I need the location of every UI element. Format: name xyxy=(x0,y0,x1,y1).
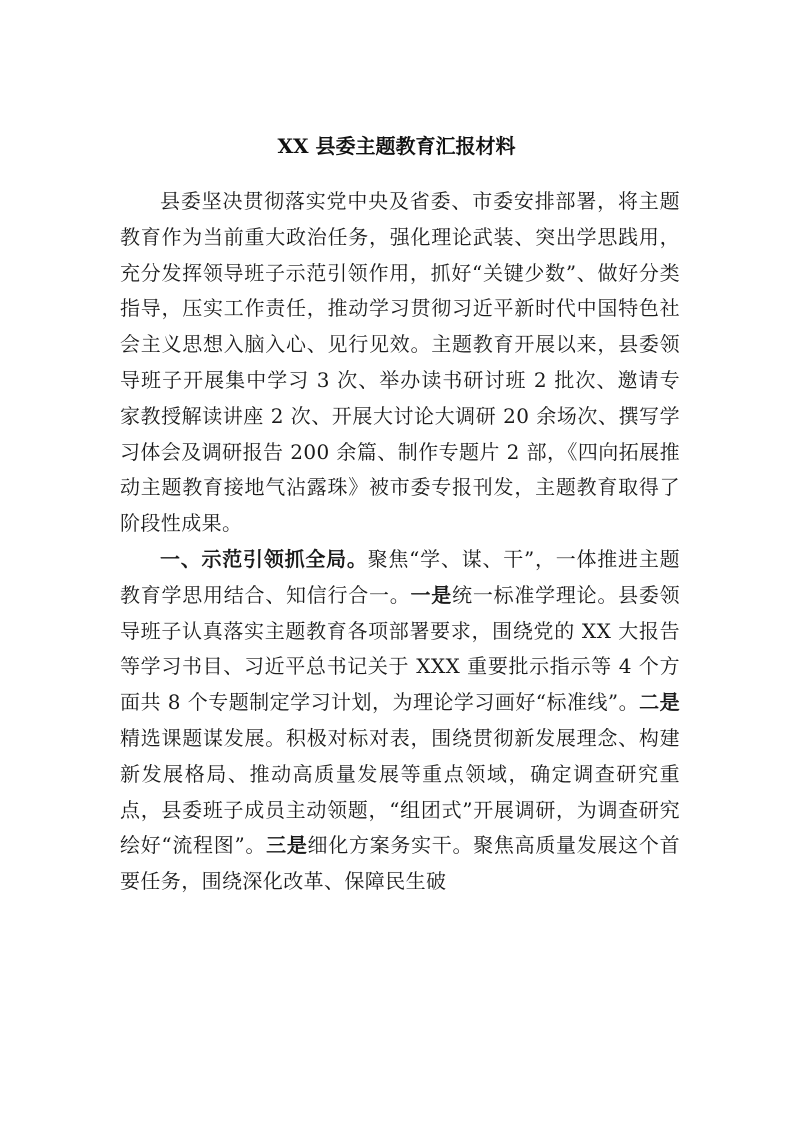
section-1-paragraph xyxy=(120,542,680,900)
point-3-label: 三是 xyxy=(266,833,308,858)
point-2-label: 二是 xyxy=(639,690,680,715)
point-2-text: 精选课题谋发展。积极对标对表，围绕贯彻新发展理念、构建新发展格局、推动高质量发展等重点领域，确定调查研究重点，县委班子成员主动领题，“组团式”开展调研，为调查研究绘好“流程图”。 xyxy=(120,725,680,858)
point-3-text: 细化方案务实干。聚焦高质量发展这个首要任务，围绕深化改革、保障民生破 xyxy=(120,833,680,894)
point-1-text: 统一标准学理论。县委领导班子认真落实主题教育各项部署要求，围绕党的 XX 大报告等学习书目、习近平总书记关于 XXX 重要批示指示等 4 个方面共 8 个专题制定学习计划，为理论学习画好“标准线”。 xyxy=(120,582,680,715)
point-1-label: 一是 xyxy=(410,582,453,607)
section-1-lead: 聚焦“学、谋、干”，一体推进主题教育学思用结合、知信行合一。 xyxy=(120,546,680,607)
document-body xyxy=(120,184,680,900)
section-1-heading: 一、示范引领抓全局。 xyxy=(160,546,368,571)
document-title: XX 县委主题教育汇报材料 xyxy=(277,134,516,158)
intro-paragraph: 县委坚决贯彻落实党中央及省委、市委安排部署，将主题教育作为当前重大政治任务，强化理论武装、突出学思践用，充分发挥领导班子示范引领作用，抓好“关键少数”、做好分类指导，压实工作责任，推动学习贯彻习近平新时代中国特色社会主义思想入脑入心、见行见效。主题教育开展以来，县委领导班子开展集中学习 3 次、举办读书研讨班 2 批次、邀请专家教授解读讲座 2 次、开展大讨论大调研 20 余场次、撰写学习体会及调研报告 200 余篇、制作专题片 2 部，《四向拓展推动主题教育接地气沾露珠》被市委专报刊发，主题教育取得了阶段性成果。 xyxy=(120,189,680,536)
